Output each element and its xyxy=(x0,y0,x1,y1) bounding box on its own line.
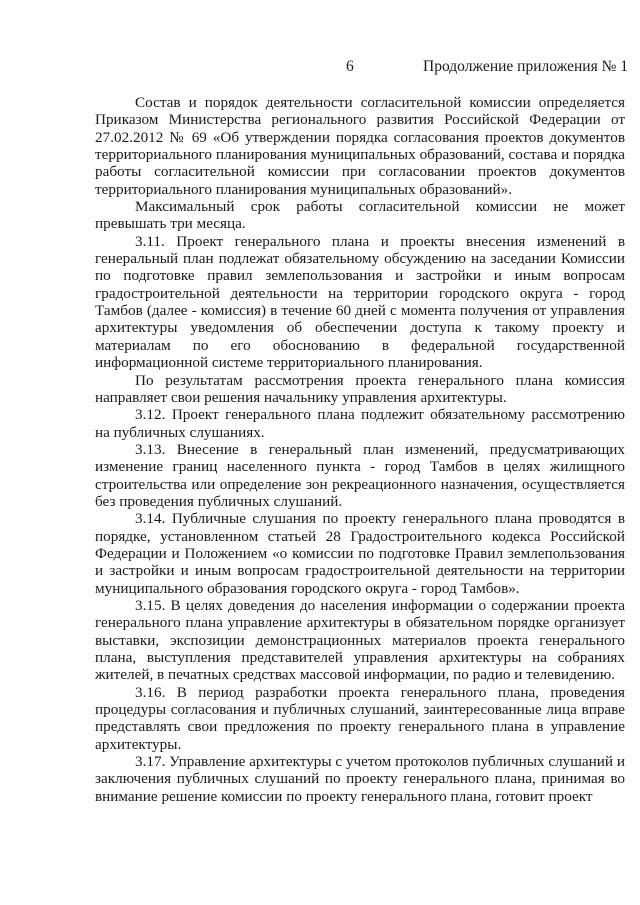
paragraph-max-term: Максимальный срок работы согласительной комиссии не может превышать три месяца. xyxy=(95,198,625,233)
page-header xyxy=(0,58,640,80)
paragraph-3-16: 3.16. В период разработки проекта генерального плана, проведения процедуры согласования и публичных слушаний, заинтересованные лица вправе представлять свои предложения по проекту генерального плана в управление архитектуры. xyxy=(95,683,625,753)
paragraph-3-15: 3.15. В целях доведения до населения информации о содержании проекта генерального плана управление архитектуры в обязательном порядке организует выставки, экспозиции демонстрационных материалов проекта генерального плана, выступления представителей управления архитектуры на собраниях жителей, в печатных средствах массовой информации, по радио и телевидению. xyxy=(95,596,625,684)
paragraph-3-13: 3.13. Внесение в генеральный план изменений, предусматривающих изменение границ населенного пункта - город Тамбов в целях жилищного строительства или определение зон рекреационного назначения, осуществляется без проведения публичных слушаний. xyxy=(95,440,625,510)
appendix-label: Продолжение приложения № 1 xyxy=(423,58,628,75)
paragraph-3-12: 3.12. Проект генерального плана подлежит обязательному рассмотрению на публичных слушаниях. xyxy=(95,406,625,441)
document-body xyxy=(95,94,625,805)
paragraph-commission-results: По результатам рассмотрения проекта генерального плана комиссия направляет свои решения начальнику управления архитектуры. xyxy=(95,371,625,406)
paragraph-3-14: 3.14. Публичные слушания по проекту генерального плана проводятся в порядке, установленном статьей 28 Градостроительного кодекса Российской Федерации и Положением «о комиссии по подготовке Правил землепользования и застройки и иным вопросам градостроительной деятельности на территории муниципального образования городского округа - город Тамбов». xyxy=(95,510,625,597)
paragraph-3-17: 3.17. Управление архитектуры с учетом протоколов публичных слушаний и заключения публичных слушаний по проекту генерального плана, принимая во внимание решение комиссии по проекту генерального плана, готовит проект xyxy=(95,753,625,805)
paragraph-3-11: 3.11. Проект генерального плана и проекты внесения изменений в генеральный план подлежат обязательному обсуждению на заседании Комиссии по подготовке правил землепользования и застройки и иным вопросам градостроительной деятельности на территории городского округа - город Тамбов (далее - комиссия) в течение 60 дней с момента получения от управления архитектуры уведомления об обеспечении доступа к такому проекту и материалам по его обоснованию в федеральной государственной информационной системе территориального планирования. xyxy=(95,232,625,372)
paragraph-commission-procedure: Состав и порядок деятельности согласительной комиссии определяется Приказом Министерства регионального развития Российской Федерации от 27.02.2012 № 69 «Об утверждении порядка согласования проектов документов территориального планирования муниципальных образований, состава и порядка работы согласительной комиссии при согласовании проектов документов территориального планирования муниципальных образований». xyxy=(95,94,625,198)
page-number: 6 xyxy=(346,58,354,75)
